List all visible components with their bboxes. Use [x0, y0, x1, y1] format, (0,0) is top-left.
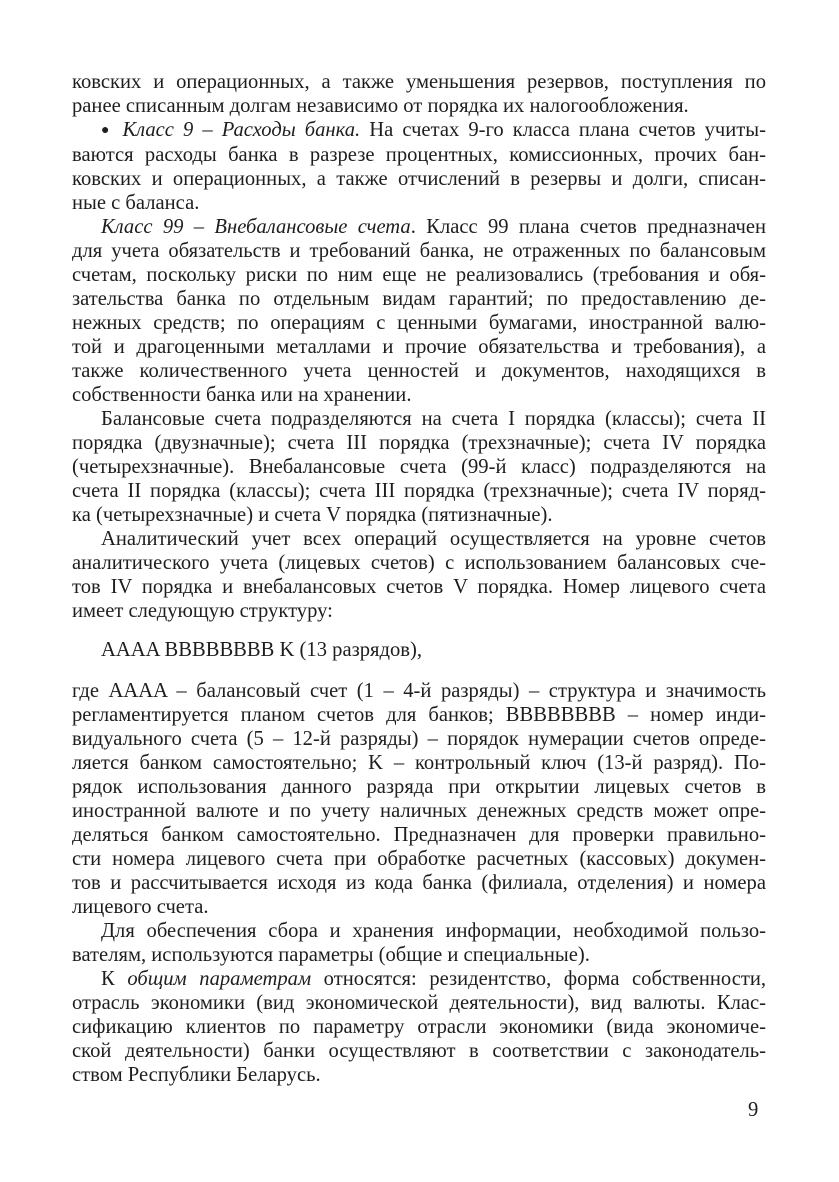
text-line: рядок использования данного разряда при открытии лицевых счетов в: [72, 776, 766, 798]
text-line: счетам, поскольку риски по ним еще не реализовались (требования и обя-: [72, 264, 766, 286]
text-line: деляться банком самостоятельно. Предназначен для проверки правильно-: [72, 824, 766, 846]
class-9-heading: Класс 9 – Расходы банка.: [122, 119, 361, 141]
text-line: счета II порядка (классы); счета III порядка (трехзначные); счета IV поряд-: [72, 480, 766, 502]
text-line: ковских и операционных, а также отчислений в резервы и долги, списан-: [72, 168, 766, 190]
text-line: [72, 967, 766, 991]
text-line: зательства банка по отдельным видам гарантий; по предоставлению де-: [72, 288, 766, 310]
paragraph-class-99: [72, 215, 766, 407]
account-number-structure: AAAA BBBBBBBB K (13 разрядов),: [101, 639, 423, 661]
text-fragment: . Класс 99 плана счетов предназначен: [410, 216, 766, 238]
text-line: имеет следующую структуру:: [72, 600, 333, 622]
text-line: [72, 215, 766, 239]
text-line: Для обеспечения сбора и хранения информации, необходимой пользо-: [101, 920, 766, 942]
page-number: 9: [748, 1099, 759, 1121]
text-line: ные с баланса.: [72, 192, 200, 214]
document-page: [72, 70, 766, 1087]
text-line: ляется банком самостоятельно; K – контрольный ключ (13-й разряд). По-: [72, 752, 766, 774]
text-line: ранее списанным долгам независимо от порядка их налогообложения.: [72, 95, 689, 117]
text-line: ваются расходы банка в разрезе процентных, комиссионных, прочих бан-: [72, 144, 766, 166]
text-line: также количественного учета ценностей и документов, находящихся в: [72, 360, 766, 382]
text-line: сификацию клиентов по параметру отрасли экономики (вида экономиче-: [72, 1016, 766, 1038]
text-line: ской деятельности) банки осуществляют в соответствии с законодатель-: [72, 1040, 766, 1062]
text-fragment: относятся: резидентство, форма собственности,: [311, 968, 767, 990]
text-line: видуального счета (5 – 12-й разряды) – порядок нумерации счетов опреде-: [72, 728, 766, 750]
text-line: вателям, используются параметры (общие и специальные).: [72, 944, 590, 966]
general-parameters-term: общим параметрам: [127, 968, 312, 990]
paragraph-account-structure: [72, 679, 766, 919]
text-line: Аналитический учет всех операций осуществляется на уровне счетов: [101, 528, 766, 550]
text-line: для учета обязательств и требований банка, не отраженных по балансовым: [72, 240, 766, 262]
text-line: ством Республики Беларусь.: [72, 1064, 321, 1086]
text-line: [72, 118, 766, 143]
text-line: тов и рассчитывается исходя из кода банка (филиала, отделения) и номера: [72, 872, 766, 894]
text-line: лицевого счета.: [72, 896, 209, 918]
text-line: той и драгоценными металлами и прочие обязательства и требования), а: [72, 336, 766, 358]
text-line: сти номера лицевого счета при обработке расчетных (кассовых) докумен-: [72, 848, 766, 870]
text-fragment: К: [101, 968, 128, 990]
paragraph-class-9: [72, 118, 766, 215]
text-line: отрасль экономики (вид экономической деятельности), вид валюты. Клас-: [72, 992, 766, 1014]
paragraph-continuation: [72, 70, 766, 118]
text-line: нежных средств; по операциям с ценными бумагами, иностранной валю-: [72, 312, 766, 334]
text-line: (четырехзначные). Внебалансовые счета (99-й класс) подразделяются на: [72, 456, 766, 478]
text-line: Балансовые счета подразделяются на счета I порядка (классы); счета II: [101, 408, 766, 430]
text-line: иностранной валюте и по учету наличных денежных средств может опре-: [72, 800, 766, 822]
text-line: тов IV порядка и внебалансовых счетов V порядка. Номер лицевого счета: [72, 576, 766, 598]
text-line: порядка (двузначные); счета III порядка (трехзначные); счета IV порядка: [72, 432, 766, 454]
text-line: аналитического учета (лицевых счетов) с использованием балансовых сче-: [72, 552, 766, 574]
bullet-icon: ●: [101, 123, 114, 138]
text-fragment: На счетах 9-го класса плана счетов учиты-: [360, 119, 766, 141]
paragraph-analytical-accounting: [72, 527, 766, 623]
paragraph-parameters: [72, 919, 766, 967]
text-line: ка (четырехзначные) и счета V порядка (пятизначные).: [72, 504, 553, 526]
paragraph-general-parameters: [72, 967, 766, 1087]
text-line: где AAAA – балансовый счет (1 – 4-й разряды) – структура и значимость: [72, 680, 766, 702]
text-line: ковских и операционных, а также уменьшения резервов, поступления по: [72, 71, 766, 93]
paragraph-balance-accounts: [72, 407, 766, 527]
class-99-heading: Класс 99 – Внебалансовые счета: [101, 216, 411, 238]
text-line: регламентируется планом счетов для банков; BBBBBBBB – номер инди-: [72, 704, 766, 726]
text-line: собственности банка или на хранении.: [72, 384, 412, 406]
